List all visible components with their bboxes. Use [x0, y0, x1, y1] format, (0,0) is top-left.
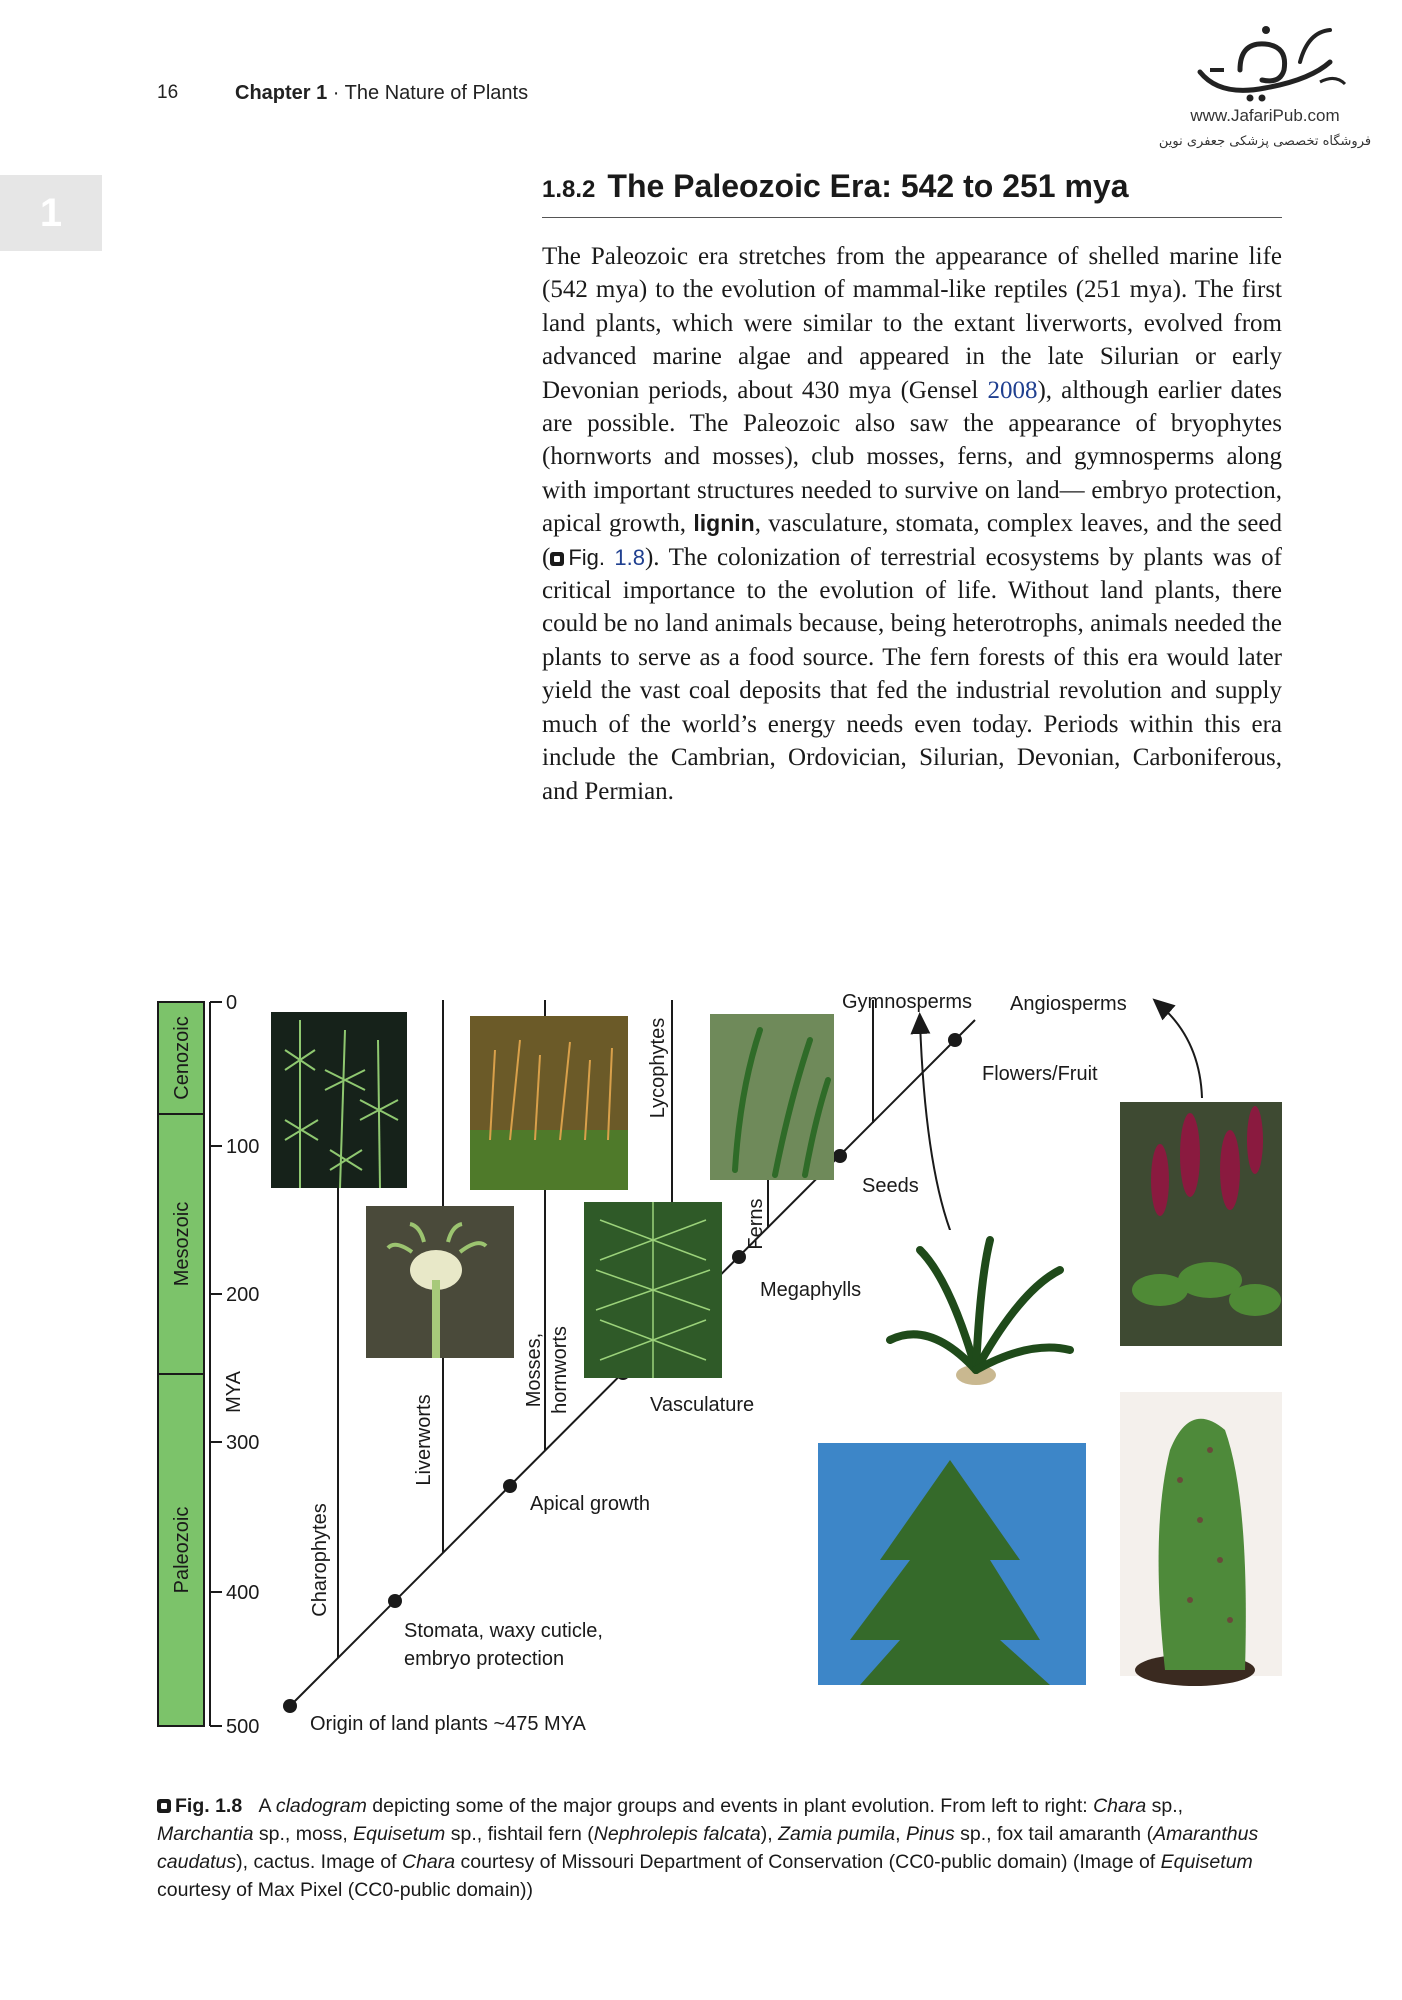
- cladogram-figure: [0, 980, 1402, 1780]
- axis-unit-label: MYA: [223, 1371, 245, 1413]
- event-seeds: Seeds: [862, 1175, 919, 1197]
- section-number: 1.8.2: [542, 176, 596, 203]
- chapter-label: Chapter 1: [235, 82, 328, 104]
- group-gymnosperms: Gymnosperms: [842, 991, 973, 1013]
- page-number: 16: [157, 82, 179, 103]
- bold-term: lignin: [693, 510, 755, 537]
- chapter-tab: 1: [0, 175, 102, 251]
- chapter-title: The Nature of Plants: [344, 82, 529, 104]
- angiosperm-arrow: [1160, 1005, 1202, 1098]
- event-stomata-1: Stomata, waxy cuticle,: [404, 1620, 603, 1642]
- tick-label-500: 500: [226, 1716, 260, 1738]
- era-paleozoic: Paleozoic: [171, 1506, 193, 1594]
- event-apical: Apical growth: [530, 1493, 651, 1515]
- node-megaphylls: [732, 1250, 746, 1264]
- event-origin: Origin of land plants ~475 MYA: [310, 1713, 586, 1735]
- photo-amaranth: [1120, 1102, 1282, 1346]
- figure-square-icon: [157, 1799, 171, 1813]
- text-run: ), although earlier dates are possible. The Paleozoic also saw the appearance of bryophytes (hornworts and mosses), club mosses, ferns, and gymnosperms along with important structures needed to survive on land— embryo protection, apical growth,: [542, 376, 1283, 538]
- node-stomata: [388, 1594, 402, 1608]
- body-paragraph: [542, 240, 1282, 808]
- figure-square-icon: [550, 552, 564, 566]
- event-vasculature: Vasculature: [650, 1394, 755, 1416]
- photo-equisetum: [584, 1202, 722, 1378]
- tick-label-200: 200: [226, 1284, 260, 1306]
- text-run: , vasculature, stomata, complex leaves, and the seed (: [542, 510, 1282, 571]
- citation-link[interactable]: 2008: [987, 376, 1038, 404]
- node-apical: [503, 1479, 517, 1493]
- figure-caption: Fig. 1.8 A cladogram depicting some of the major groups and events in plant evolution. From left to right: Chara sp., Marchantia sp., moss, Equisetum sp., fishtail fern (Nephrolepis falcata), Zamia pumila, Pinus sp., fox tail amaranth (Amaranthus caudatus), cactus. Image of Chara courtesy of Missouri Department of Conservation (CC0-public domain) (Image of Equisetum courtesy of Max Pixel (CC0-public domain)): [157, 1795, 1259, 1901]
- text-run: ). The colonization of terrestrial ecosystems by plants was of critical importance to the evolution of life. Without land plants, there could be no land animals because, being heterotrophs, animals needed the plants to serve as a food source. The fern forests of this era would later yield the vast coal deposits that fed the industrial revolution and supply much of the world’s energy needs even today. Periods within this era include the Cambrian, Ordovician, Silurian, Devonian, Carboniferous, and Permian.: [542, 543, 1282, 805]
- group-mosses-line2: hornworts: [549, 1326, 571, 1414]
- group-ferns: Ferns: [745, 1198, 767, 1250]
- tick-label-300: 300: [226, 1432, 260, 1454]
- photo-chara: [271, 1012, 407, 1188]
- event-stomata-2: embryo protection: [404, 1648, 565, 1670]
- group-mosses-line1: Mosses,: [523, 1332, 545, 1408]
- era-cenozoic: Cenozoic: [171, 1016, 193, 1100]
- logo-url: www.JafariPub.com: [1190, 106, 1340, 125]
- node-seeds: [833, 1149, 847, 1163]
- tick-label-400: 400: [226, 1582, 260, 1604]
- text-run: The Paleozoic era stretches from the appearance of shelled marine life (542 mya) to the evolution of mammal-like reptiles (251 mya). The first land plants, which were similar to the extant liverworts, evolved from advanced marine algae and appeared in the late Silurian or early Devonian periods, about 430 mya (Gensel: [542, 243, 1282, 404]
- event-flowers: Flowers/Fruit: [982, 1063, 1098, 1085]
- running-header: Chapter 1 · The Nature of Plants: [235, 82, 529, 104]
- group-angiosperms: Angiosperms: [1010, 993, 1127, 1015]
- group-charophytes: Charophytes: [309, 1503, 331, 1617]
- event-megaphylls: Megaphylls: [760, 1279, 862, 1301]
- figure-reference[interactable]: Fig. 1.8: [550, 545, 645, 570]
- logo-mark: [1180, 22, 1350, 104]
- section-heading: [542, 168, 1282, 218]
- era-scale-bar: [158, 992, 259, 1738]
- photo-pine: [818, 1443, 1086, 1685]
- photo-zamia: [880, 1230, 1074, 1385]
- logo-tagline: فروشگاه تخصصی پزشکی جعفری نوین: [1158, 134, 1372, 149]
- node-origin: [283, 1699, 297, 1713]
- section-title: The Paleozoic Era: 542 to 251 mya: [607, 168, 1129, 204]
- photo-fern: [710, 1014, 834, 1180]
- caption-figure-label: Fig. 1.8: [175, 1795, 243, 1817]
- node-flowers: [948, 1033, 962, 1047]
- tick-label-100: 100: [226, 1136, 260, 1158]
- photo-cactus: [1120, 1392, 1282, 1686]
- tick-label-0: 0: [226, 992, 238, 1014]
- axis-ticks: [210, 1002, 222, 1726]
- group-lycophytes: Lycophytes: [647, 1017, 669, 1119]
- photo-moss: [470, 1016, 628, 1190]
- group-liverworts: Liverworts: [413, 1394, 435, 1486]
- photo-marchantia: [366, 1206, 514, 1358]
- publisher-logo: [1155, 22, 1375, 157]
- era-mesozoic: Mesozoic: [171, 1201, 193, 1287]
